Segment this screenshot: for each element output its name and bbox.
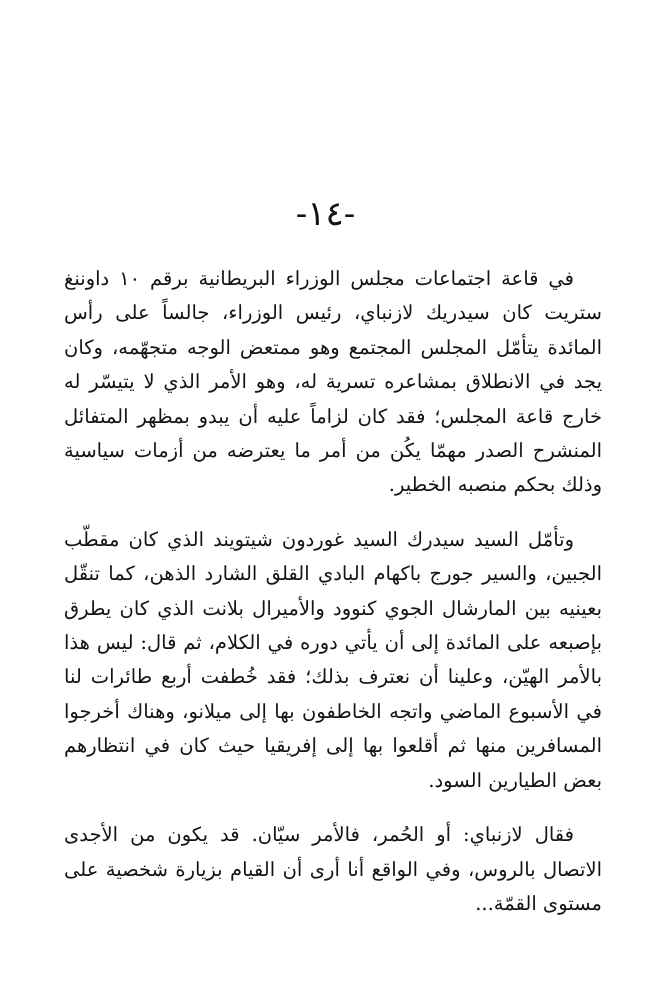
page-number: -١٤- xyxy=(295,194,356,234)
paragraph-1: في قاعة اجتماعات مجلس الوزراء البريطانية برقم ١٠ داوننغ ستريت كان سيدريك لازنباي، رئيس الوزراء، جالساً على رأس المائدة يتأمّل المجلس المجتمع وهو ممتعض الوجه متجهّمه، وكان يجد في الانطلاق بمشاعره تسرية له، وهو الأمر الذي لا يتيسّر له خارج قاعة المجلس؛ فقد كان لزاماً عليه أن يبدو بمظهر المتفائل المنشرح الصدر مهمّا يكُن من أمر ما يعترضه من أزمات سياسية وذلك بحكم منصبه الخطير. xyxy=(64,267,602,497)
paragraph-2: وتأمّل السيد سيدرك السيد غوردون شيتويند الذي كان مقطّب الجبين، والسير جورج باكهام البادي القلق الشارد الذهن، كما تنقّل بعينيه بين المارشال الجوي كنوود والأميرال بلانت الذي كان يطرق بإصبعه على المائدة إلى أن يأتي دوره في الكلام، ثم قال: ليس هذا بالأمر الهيّن، وعلينا أن نعترف بذلك؛ فقد خُطفت أربع طائرات لنا في الأسبوع الماضي واتجه الخاطفون بها إلى ميلانو، وهناك أخرجوا المسافرين منها ثم أقلعوا بها إلى إفريقيا حيث كان في انتظارهم بعض الطيارين السود. xyxy=(64,527,602,792)
body-text xyxy=(64,262,602,921)
paragraph-3: فقال لازنباي: أو الحُمر، فالأمر سيّان. قد يكون من الأجدى الاتصال بالروس، وفي الواقع أنا أرى أن القيام بزيارة شخصية على مستوى القمّة... xyxy=(64,823,602,915)
